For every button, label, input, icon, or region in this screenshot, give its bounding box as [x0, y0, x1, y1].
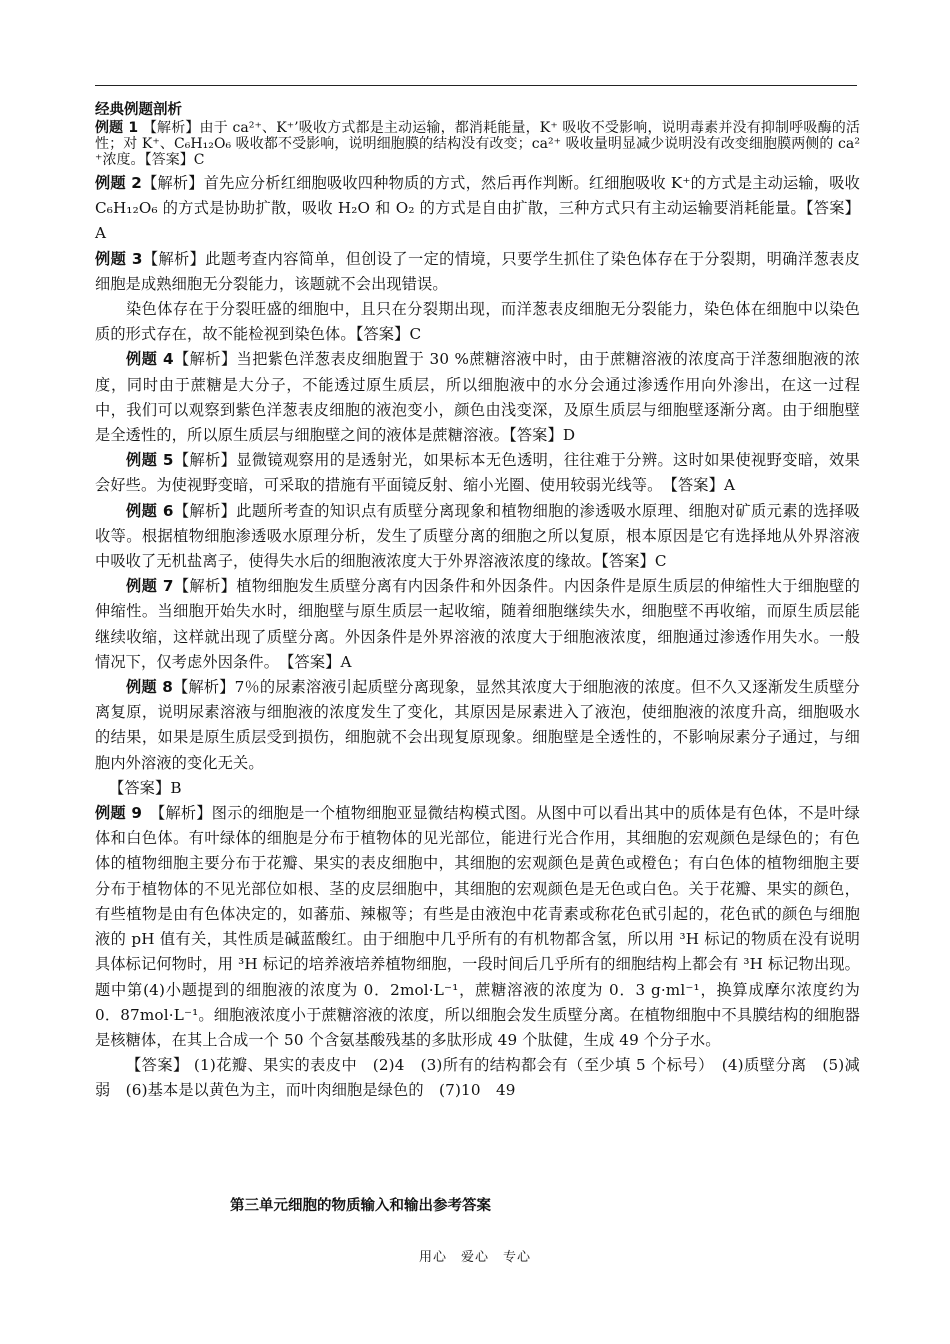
example-8-answer — [95, 776, 860, 801]
example-1 — [95, 120, 860, 168]
section-heading: 经典例题剖析 — [95, 102, 182, 118]
example-text: 【解析】显微镜观察用的是透射光，如果标本无色透明，往往难于分辨。这时如果使视野变暗，效果会好些。为使视野变暗，可采取的措施有平面镜反射、缩小光圈、使用较弱光线等。 【答案】A — [95, 451, 860, 495]
example-2 — [95, 171, 860, 247]
example-text: 【解析】由于 ca²⁺、K⁺’吸收方式都是主动运输，都消耗能量，K⁺ 吸收不受影响，说明毒素并没有抑制呼吸酶的活性；对 K⁺、C₆H₁₂O₆ 吸收都不受影响，说明细胞膜的结构没有改变；ca²⁺ 吸收量明显减少说明没有改变细胞膜两侧的 ca²⁺浓度。【答案】C — [95, 120, 860, 168]
unit-title: 第三单元细胞的物质输入和输出参考答案 — [230, 1198, 491, 1214]
example-9 — [95, 801, 860, 1053]
example-4 — [95, 347, 860, 448]
example-3 — [95, 247, 860, 297]
example-label: 例题 9 — [95, 804, 143, 823]
example-label: 例题 2 — [95, 174, 143, 192]
example-label: 例题 1 — [95, 120, 139, 136]
example-9-answer — [95, 1053, 860, 1103]
example-label: 例题 4 — [126, 350, 174, 369]
answer-text: 【答案】 (1)花瓣、果实的表皮中 (2)4 (3)所有的结构都会有（至少填 5 个标号） (4)质壁分离 (5)减弱 (6)基本是以黄色为主，而叶肉细胞是绿色的 (7)10 49 — [95, 1056, 860, 1100]
example-label: 例题 3 — [95, 249, 143, 268]
example-text: 【解析】此题考查内容简单，但创设了一定的情境，只要学生抓住了染色体存在于分裂期，明确洋葱表皮细胞是成熟细胞无分裂能力，该题就不会出现错误。 — [95, 249, 860, 293]
example-7 — [95, 574, 860, 675]
example-text: 【解析】7％的尿素溶液引起质壁分离现象，显然其浓度大于细胞液的浓度。但不久又逐渐发生质壁分离复原，说明尿素溶液与细胞液的浓度发生了变化，其原因是尿素进入了液泡，使细胞液的浓度升高，细胞吸水的结果，如果是原生质层受到损伤，细胞就不会出现复原现象。细胞壁是全透性的，不影响尿素分子通过，与细胞内外溶液的变化无关。 — [95, 678, 860, 772]
example-3-continued — [95, 297, 860, 347]
example-text: 【解析】此题所考查的知识点有质壁分离现象和植物细胞的渗透吸水原理、细胞对矿质元素的选择吸收等。根据植物细胞渗透吸水原理分析，发生了质壁分离的细胞之所以复原，根本原因是它有选择地从外界溶液中吸收了无机盐离子，使得失水后的细胞液浓度大于外界溶液浓度的缘故。【答案】C — [95, 501, 860, 571]
example-text: 【解析】当把紫色洋葱表皮细胞置于 30 %蔗糖溶液中时，由于蔗糖溶液的浓度高于洋葱细胞液的浓度，同时由于蔗糖是大分子，不能透过原生质层，所以细胞液中的水分会通过渗透作用向外渗出，在这一过程中，我们可以观察到紫色洋葱表皮细胞的液泡变小，颜色由浅变深，及原生质层与细胞壁逐渐分离。由于细胞壁是全透性的，所以原生质层与细胞壁之间的液体是蔗糖溶液。【答案】D — [95, 350, 860, 445]
example-5 — [95, 448, 860, 498]
example-label: 例题 5 — [126, 451, 174, 470]
document-body — [95, 100, 860, 1104]
header-rule — [95, 85, 857, 86]
example-6 — [95, 499, 860, 575]
example-text: 【解析】植物细胞发生质壁分离有内因条件和外因条件。内因条件是原生质层的伸缩性大于细胞壁的伸缩性。当细胞开始失水时，细胞壁与原生质层一起收缩，随着细胞继续失水，细胞壁不再收缩，而原生质层能继续收缩，这样就出现了质壁分离。外因条件是外界溶液的浓度大于细胞液浓度，细胞通过渗透作用失水。一般情况下，仅考虑外因条件。 【答案】A — [95, 577, 860, 671]
page-footer: 用心 爱心 专心 — [418, 1250, 531, 1265]
example-label: 例题 6 — [126, 501, 174, 520]
example-text: 染色体存在于分裂旺盛的细胞中，且只在分裂期出现，而洋葱表皮细胞无分裂能力，染色体在细胞中以染色质的形式存在，故不能检视到染色体。【答案】C — [95, 300, 860, 344]
example-8 — [95, 675, 860, 776]
example-label: 例题 8 — [126, 678, 173, 697]
example-text: 【解析】图示的细胞是一个植物细胞亚显微结构模式图。从图中可以看出其中的质体是有色体，不是叶绿体和白色体。有叶绿体的细胞是分布于植物体的见光部位，能进行光合作用，其细胞的宏观颜色是绿色的；有色体的植物细胞主要分布于花瓣、果实的表皮细胞中，其细胞的宏观颜色是黄色或橙色；有白色体的植物细胞主要分布于植物体的不见光部位如根、茎的皮层细胞中，其细胞的宏观颜色是无色或白色。关于花瓣、果实的颜色，有些植物是由有色体决定的，如蕃茄、辣椒等；有些是由液泡中花青素或称花色甙引起的，花色甙的颜色与细胞液的 pH 值有关，其性质是碱蓝酸红。由于细胞中几乎所有的有机物都含氢，所以用 ³H 标记的物质在没有说明具体标记何物时，用 ³H 标记的培养液培养植物细胞，一段时间后几乎所有的细胞结构上都会有 ³H 标记物出现。题中第(4)小题提到的细胞液的浓度为 0．2mol·L⁻¹，蔗糖溶液的浓度为 0．3 g·ml⁻¹，换算成摩尔浓度约为 0．87mol·L⁻¹。细胞液浓度小于蔗糖溶液的浓度，所以细胞会发生质壁分离。在植物细胞中不具膜结构的细胞器是核糖体，在其上合成一个 50 个含氨基酸残基的多肽形成 49 个肽健，生成 49 个分子水。 — [95, 804, 860, 1049]
example-text: 【解析】首先应分析红细胞吸收四种物质的方式，然后再作判断。红细胞吸收 K⁺的方式是主动运输，吸收 C₆H₁₂O₆ 的方式是协助扩散，吸收 H₂O 和 O₂ 的方式是自由扩散，三种方式只有主动运输要消耗能量。【答案】A — [95, 174, 860, 243]
answer-text: 【答案】B — [109, 778, 182, 797]
example-label: 例题 7 — [126, 577, 174, 596]
